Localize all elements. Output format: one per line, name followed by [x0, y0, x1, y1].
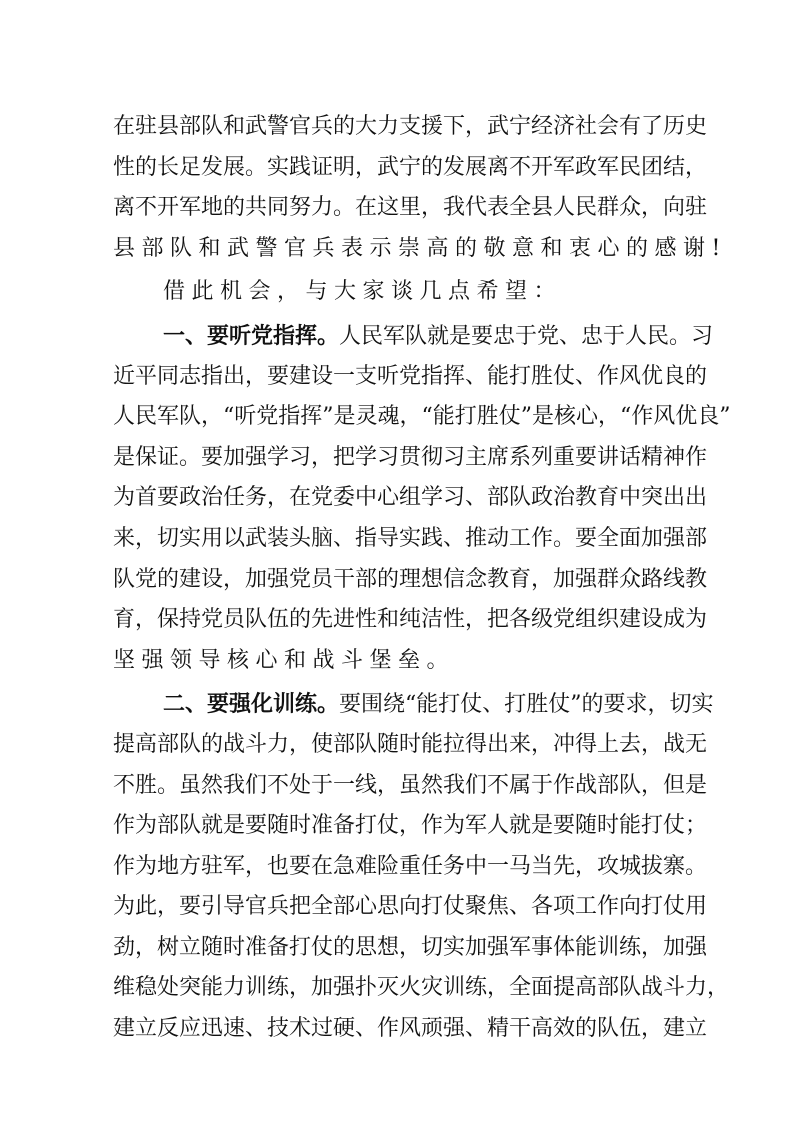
text-line: 育，保持党员队伍的先进性和纯洁性，把各级党组织建设成为	[113, 607, 708, 633]
paragraph-point-two	[113, 684, 730, 1049]
text-line: 为首要政治任务，在党委中心组学习、部队政治教育中突出出	[113, 485, 708, 511]
text-line: 不胜。虽然我们不处于一线，虽然我们不属于作战部队，但是	[113, 772, 708, 798]
text-line: 在驻县部队和武警官兵的大力支援下，武宁经济社会有了历史	[113, 114, 708, 139]
text-line: 人民军队，“听党指挥”是灵魂，“能打胜仗”是核心，“作风优良”	[113, 404, 731, 430]
text-line: 借此机会，与大家谈几点希望：	[163, 279, 563, 305]
text-line: 建立反应迅速、技术过硬、作风顽强、精干高效的队伍，建立	[113, 1016, 708, 1042]
text-line: 作为部队就是要随时准备打仗，作为军人就是要随时能打仗；	[113, 813, 708, 839]
document-page	[113, 107, 731, 1050]
paragraph-support	[113, 107, 727, 269]
text-line: 性的长足发展。实践证明，武宁的发展离不开军政军民团结，	[113, 154, 708, 180]
text-line: 作为地方驻军，也要在急难险重任务中一马当先，攻城拔寨。	[113, 853, 708, 879]
section-heading: 一、要听党指挥。	[163, 322, 340, 349]
text-line: 维稳处突能力训练，加强扑灭火灾训练，全面提高部队战斗力，	[113, 975, 730, 1001]
text-line: 离不开军地的共同努力。在这里，我代表全县人民群众，向驻	[113, 195, 708, 221]
text-line: 来，切实用以武装头脑、指导实践、推动工作。要全面加强部	[113, 525, 708, 551]
text-line: 近平同志指出，要建设一支听党指挥、能打胜仗、作风优良的	[113, 363, 708, 389]
text-line: 县部队和武警官兵表示崇高的敬意和衷心的感谢!	[113, 235, 727, 261]
text-span: 人民军队就是要忠于党、忠于人民。习	[339, 323, 714, 349]
text-line: 是保证。要加强学习，把学习贯彻习主席系列重要讲话精神作	[113, 444, 708, 470]
text-span: 要围绕“能打仗、打胜仗”的要求，切实	[339, 692, 714, 718]
text-line	[113, 316, 714, 357]
text-line: 提高部队的战斗力，使部队随时能拉得出来，冲得上去，战无	[113, 731, 708, 757]
text-line	[113, 684, 714, 725]
paragraph-intro	[113, 272, 684, 313]
text-line: 劲，树立随时准备打仗的思想，切实加强军事体能训练，加强	[113, 934, 708, 960]
paragraph-point-one	[113, 316, 731, 681]
text-line: 队党的建设，加强党员干部的理想信念教育，加强群众路线教	[113, 566, 708, 592]
text-line: 坚强领导核心和战斗堡垒。	[113, 647, 456, 673]
section-heading: 二、要强化训练。	[163, 691, 340, 718]
text-line: 为此，要引导官兵把全部心思向打仗聚焦、各项工作向打仗用	[113, 894, 708, 920]
